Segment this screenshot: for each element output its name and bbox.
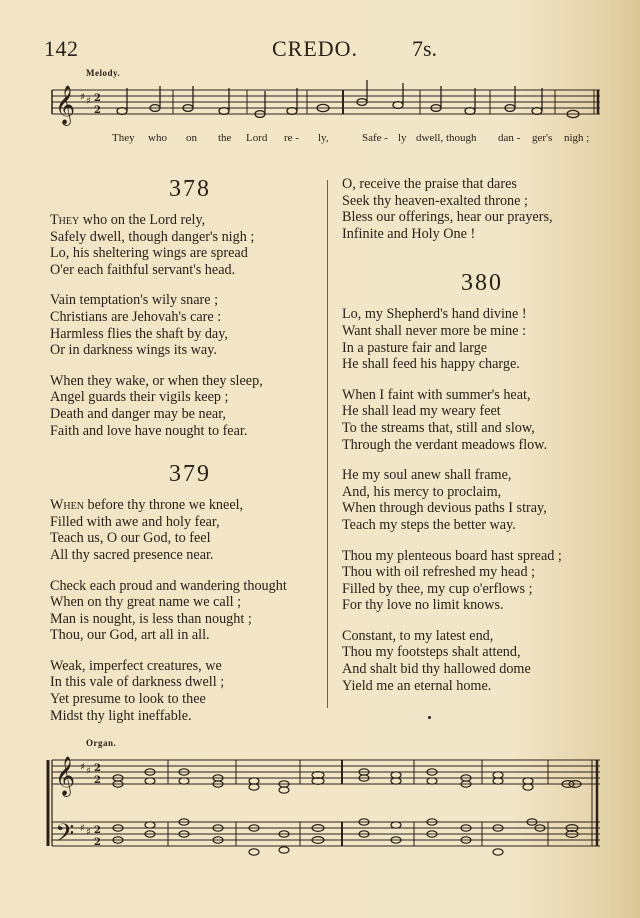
- svg-text:♯: ♯: [80, 92, 85, 103]
- organ-bass-notes: [113, 819, 578, 855]
- verse-line: Filled by thee, my cup o'erflows ;: [342, 580, 533, 597]
- verse-line: Want shall never more be mine :: [342, 322, 527, 339]
- organ-brace-and-barlines: [48, 760, 597, 846]
- verse-line: All thy sacred presence near.: [50, 546, 214, 563]
- verse-line: Christians are Jehovah's care :: [50, 308, 222, 325]
- melody-label: Melody.: [86, 68, 121, 78]
- first-word: They: [50, 212, 80, 228]
- verse-line: When they wake, or when they sleep,: [50, 372, 263, 389]
- svg-text:2: 2: [94, 93, 101, 104]
- verse-line: Vain temptation's wily snare ;: [50, 292, 219, 309]
- verse-line: Or in darkness wings its way.: [50, 342, 217, 359]
- organ-treble-staff: [52, 760, 600, 784]
- verse-line: Yet presume to look to thee: [50, 691, 206, 708]
- svg-text:♯: ♯: [86, 766, 91, 777]
- verse-line: Constant, to my latest end,: [342, 627, 494, 644]
- left-column: [50, 176, 330, 738]
- page-number: 142: [44, 36, 79, 61]
- hymn-379-stanza-4: [342, 176, 622, 242]
- first-line-rest: who on the Lord rely,: [79, 212, 206, 228]
- svg-text:𝄞: 𝄞: [55, 85, 76, 125]
- verse-line: Yield me an eternal home.: [342, 677, 492, 694]
- first-line-rest: before thy throne we kneel,: [83, 497, 244, 514]
- page-header: [44, 34, 604, 64]
- verse-line: When through devious paths I stray,: [342, 500, 547, 517]
- hymn-tune-title: CREDO.: [272, 36, 359, 61]
- svg-text:𝄞: 𝄞: [55, 756, 76, 796]
- verse-line: Thou my plenteous board hast spread ;: [342, 547, 562, 564]
- hymn-378-stanza-1: [50, 212, 330, 278]
- lyric-syllable: who: [148, 132, 167, 144]
- verse-line: He my soul anew shall frame,: [342, 467, 512, 484]
- verse-line: Lo, my Shepherd's hand divine !: [342, 306, 527, 323]
- hymn-number-378: 378: [169, 176, 211, 202]
- organ-clefs-and-signatures: [55, 756, 101, 854]
- svg-text:2: 2: [94, 775, 101, 786]
- verse-line: In this vale of darkness dwell ;: [50, 674, 225, 691]
- svg-text:2: 2: [94, 105, 101, 116]
- hymn-380-stanza-5: [342, 628, 622, 694]
- hymn-380-stanza-1: [342, 306, 622, 372]
- verse-line: To the streams that, still and slow,: [342, 419, 535, 436]
- verse-line: Lo, his sheltering wings are spread: [50, 245, 248, 262]
- melody-notes: [117, 80, 579, 118]
- verse-line: When on thy great name we call ;: [50, 594, 242, 611]
- verse-line: O, receive the praise that dares: [342, 176, 517, 192]
- organ-treble-notes: [113, 769, 581, 793]
- first-word: When: [50, 497, 84, 514]
- hymn-380-stanza-4: [342, 548, 622, 614]
- verse-line: Angel guards their vigils keep ;: [50, 389, 229, 406]
- verse-line: O'er each faithful servant's head.: [50, 261, 236, 278]
- verse-line: Safely dwell, though danger's nigh ;: [50, 228, 255, 245]
- verse-line: Weak, imperfect creatures, we: [50, 657, 222, 674]
- hymn-378-stanza-2: [50, 292, 330, 358]
- lyric-syllable: on: [186, 132, 197, 144]
- verse-line: Infinite and Holy One !: [342, 225, 476, 242]
- svg-text:2: 2: [94, 837, 101, 848]
- verse-line: Death and danger may be near,: [50, 405, 226, 422]
- svg-text:♯: ♯: [80, 762, 85, 773]
- meter-label: 7s.: [412, 36, 438, 61]
- verse-line: Teach us, O our God, to feel: [50, 530, 211, 547]
- hymn-379-stanza-3: [50, 658, 330, 724]
- svg-text:♯: ♯: [86, 827, 91, 838]
- organ-label: Organ.: [86, 738, 117, 748]
- verse-line: When I faint with summer's heat,: [342, 386, 531, 403]
- verse-line: Harmless flies the shaft by day,: [50, 325, 228, 342]
- melody-clef-and-signature: [55, 85, 101, 126]
- verse-line: Thou, our God, art all in all.: [50, 627, 210, 644]
- verse-line: Seek thy heaven-exalted throne ;: [342, 192, 528, 209]
- svg-text:𝄢: 𝄢: [55, 819, 75, 854]
- verse-line: Check each proud and wandering thought: [50, 577, 287, 594]
- lyric-syllable: They: [112, 132, 135, 144]
- verse-line: In a pasture fair and large: [342, 339, 488, 356]
- verse-line: Filled with awe and holy fear,: [50, 513, 220, 530]
- verse-line: Bless our offerings, hear our prayers,: [342, 209, 553, 226]
- verse-line: Through the verdant meadows flow.: [342, 436, 548, 453]
- verse-line: Midst thy light ineffable.: [50, 707, 192, 724]
- verse-line: Man is nought, is less than nought ;: [50, 610, 252, 627]
- lyric-syllable: Safe -: [362, 132, 388, 144]
- verse-line: He shall lead my weary feet: [342, 403, 501, 420]
- verse-line: [50, 497, 330, 514]
- verse-line: He shall feed his happy charge.: [342, 356, 520, 373]
- hymn-380-stanza-2: [342, 387, 622, 453]
- hymn-379-stanza-1: [50, 497, 330, 563]
- lyric-syllable: re -: [284, 132, 299, 144]
- verse-line: For thy love no limit knows.: [342, 597, 504, 614]
- hymn-380-stanza-3: [342, 467, 622, 533]
- verse-line: And shalt bid thy hallowed dome: [342, 661, 531, 678]
- lyric-syllable: nigh ;: [564, 132, 590, 144]
- verse-line: And, his mercy to proclaim,: [342, 483, 502, 500]
- melody-lyrics: [86, 132, 606, 148]
- verse-line: Teach my steps the better way.: [342, 516, 516, 533]
- lyric-syllable: Lord: [246, 132, 268, 144]
- organ-bass-staff: [52, 822, 600, 846]
- verse-line: Thou my footsteps shalt attend,: [342, 644, 521, 661]
- lyric-syllable: dwell, though: [416, 132, 477, 144]
- ink-mark: [428, 716, 431, 719]
- right-column: [342, 176, 622, 708]
- svg-text:2: 2: [94, 763, 101, 774]
- svg-text:♯: ♯: [86, 96, 91, 107]
- verse-line: Thou with oil refreshed my head ;: [342, 564, 536, 581]
- hymn-number-379: 379: [169, 461, 211, 488]
- lyric-syllable: the: [218, 132, 232, 144]
- lyric-syllable: ger's: [532, 132, 553, 144]
- lyric-syllable: ly: [398, 132, 407, 144]
- lyric-syllable: dan -: [498, 132, 521, 144]
- svg-text:2: 2: [94, 825, 101, 836]
- verse-line: [50, 212, 330, 229]
- hymn-number-380: 380: [461, 270, 503, 297]
- svg-text:♯: ♯: [80, 823, 85, 834]
- verse-line: Faith and love have nought to fear.: [50, 422, 248, 439]
- hymn-378-stanza-3: [50, 373, 330, 439]
- hymn-379-stanza-2: [50, 578, 330, 644]
- lyric-syllable: ly,: [318, 132, 329, 144]
- melody-staff: [52, 90, 600, 114]
